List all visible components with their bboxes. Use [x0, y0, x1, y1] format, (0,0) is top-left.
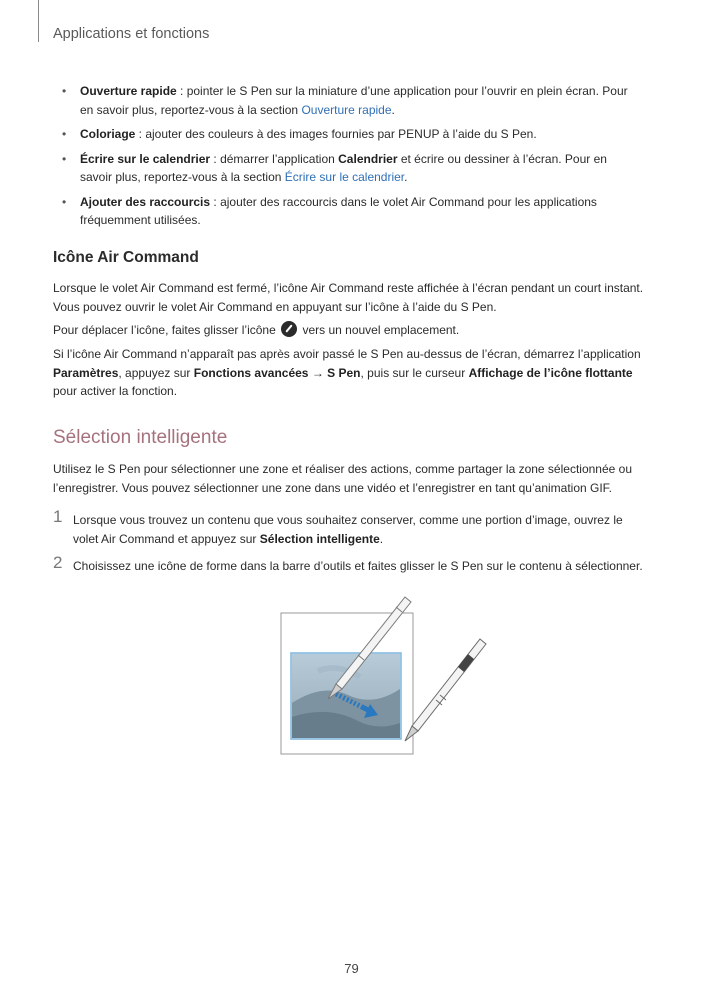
air-command-heading: Icône Air Command — [53, 249, 199, 266]
list-item: • Coloriage : ajouter des couleurs à des images fournies par PENUP à l’aide du S Pen. — [62, 125, 642, 144]
margin-rule — [38, 0, 39, 42]
list-item: • Ajouter des raccourcis : ajouter des raccourcis dans le volet Air Command pour les applications fréquemment utilisées. — [62, 194, 597, 227]
list-item: • Écrire sur le calendrier : démarrer l’application Calendrier et écrire ou dessiner à l’écran. Pour en savoir plus, reportez-vous à la section Écrire sur le calendrier. — [62, 151, 607, 184]
list-item-term: Écrire sur le calendrier — [80, 151, 211, 166]
bullet-icon: • — [62, 151, 67, 166]
header-title: Applications et fonctions — [53, 26, 210, 42]
smart-select-illustration — [278, 585, 498, 760]
section-title: Sélection intelligente — [53, 427, 228, 448]
bullet-icon: • — [62, 84, 67, 98]
cross-reference-link[interactable]: Écrire sur le calendrier — [284, 170, 405, 184]
settings-paragraph: Si l’icône Air Command n’apparaît pas après avoir passé le S Pen au-dessus de l’écran, démarrez l’application Paramètres, appuyez sur Fonctions avancées → S Pen, puis sur le curseur Affichage de l’icône flottante pour activer la fonction. — [53, 347, 641, 398]
bullet-icon: • — [62, 194, 67, 209]
list-item-term: Ajouter des raccourcis — [80, 194, 211, 209]
step-number: 1 — [53, 507, 63, 526]
feature-list — [62, 82, 642, 236]
cross-reference-link[interactable]: Ouverture rapide — [301, 102, 392, 117]
step-item: 1 Lorsque vous trouvez un contenu que vous souhaitez conserver, comme une portion d’image, ouvrez le volet Air Command et appuyez sur Sélection intelligente. — [53, 507, 623, 546]
selection-area — [291, 653, 401, 739]
step-item: 2 Choisissez une icône de forme dans la barre d’outils et faites glisser le S Pen sur le contenu à sélectionner. — [53, 553, 643, 573]
bullet-icon: • — [62, 127, 67, 141]
smart-select-intro: Utilisez le S Pen pour sélectionner une zone et réaliser des actions, comme partager la zone sélectionnée ou l’enregistrer. Vous pouvez sélectionner une zone dans une vidéo et l’enregistrer en tant qu’animation GIF. — [53, 462, 632, 495]
page-number: 79 — [344, 961, 359, 976]
step-number: 2 — [53, 553, 63, 572]
move-icon-paragraph: Pour déplacer l’icône, faites glisser l’icône vers un nouvel emplacement. — [53, 323, 460, 337]
air-command-paragraph: Lorsque le volet Air Command est fermé, l’icône Air Command reste affichée à l’écran pendant un court instant. Vous pouvez ouvrir le volet Air Command en appuyant sur l’icône à l’aide du S Pen. — [53, 281, 644, 314]
s-pen-icon — [405, 639, 486, 741]
list-item-term: Coloriage — [80, 127, 136, 141]
air-command-pen-icon — [281, 321, 297, 337]
list-item-term: Ouverture rapide — [80, 84, 177, 98]
list-item: • Ouverture rapide : pointer le S Pen sur la miniature d’une application pour l’ouvrir en plein écran. Pour en savoir plus, reportez-vous à la section Ouverture rapide. — [62, 84, 628, 117]
